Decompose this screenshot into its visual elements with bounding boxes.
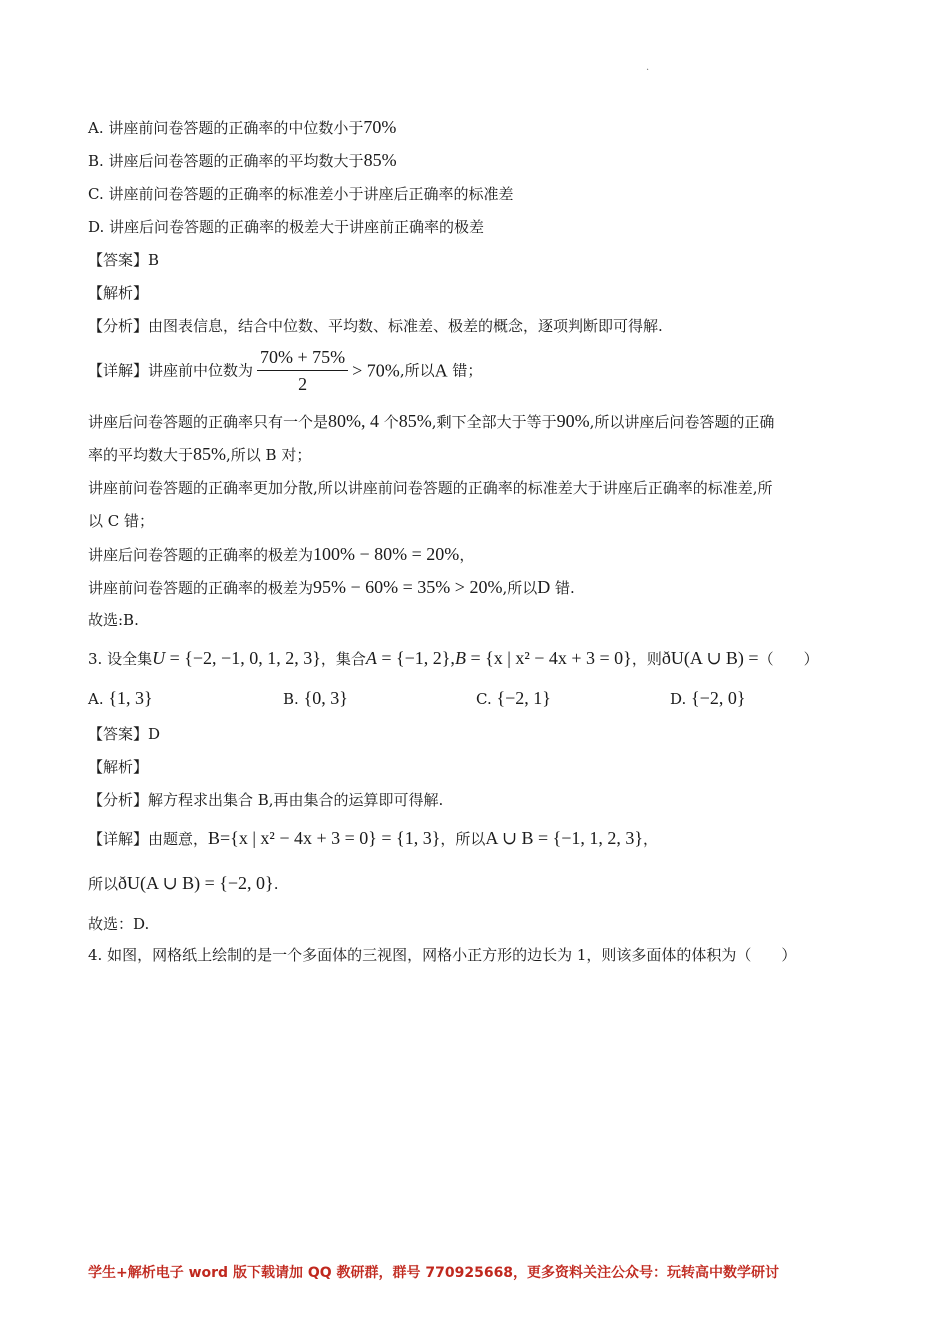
math: = {−1, 2}, <box>376 648 455 668</box>
text: ， <box>643 830 659 848</box>
option-value: {−2, 1} <box>496 688 551 708</box>
q2-option-a-text: A. 讲座前问卷答题的正确率的中位数小于 <box>88 119 364 137</box>
text: ，则 <box>631 650 662 668</box>
q3-detail <box>88 827 658 850</box>
math-var: B <box>454 648 466 668</box>
q2-option-d: D. 讲座后问卷答题的正确率的极差大于讲座前正确率的极差 <box>88 218 485 236</box>
q3-choose: 故选：D. <box>88 915 150 933</box>
q3-option-a <box>88 688 153 709</box>
option-letter: D. <box>670 690 687 708</box>
math: = {−2, −1, 0, 1, 2, 3} <box>165 648 321 668</box>
q3-option-d <box>670 688 745 709</box>
q3-analysis-label: 【解析】 <box>88 758 149 776</box>
q3-stem <box>88 647 819 670</box>
option-value: {0, 3} <box>303 688 348 708</box>
q2-detail-line <box>88 346 482 395</box>
q2-detail-b-line1 <box>88 410 774 433</box>
option-letter: C. <box>476 690 492 708</box>
q2-fenxi: 【分析】由图表信息，结合中位数、平均数、标准差、极差的概念，逐项判断即可得解. <box>88 317 663 335</box>
option-letter: A. <box>88 690 104 708</box>
median-fraction <box>257 346 348 395</box>
text: ,所以 <box>502 579 538 597</box>
math: ðU(A ∪ B) = {−2, 0} <box>118 873 274 893</box>
q2-detail-prefix: 【详解】讲座前中位数为 <box>88 361 254 380</box>
page-dot: . <box>646 62 650 73</box>
q3-option-c <box>476 688 551 709</box>
text: 【详解】由题意， <box>88 830 209 848</box>
q3-option-b <box>283 688 348 709</box>
math: D <box>537 577 551 597</box>
fraction-numerator: 70% + 75% <box>257 346 348 371</box>
q2-detail-tail: ,所以 <box>399 361 435 380</box>
text: ， <box>459 546 475 564</box>
text: 所以 <box>88 875 119 893</box>
q3-fenxi: 【分析】解方程求出集合 B,再由集合的运算即可得解. <box>88 791 444 809</box>
text: （ ） <box>758 650 819 668</box>
q2-detail-err: 错； <box>447 361 483 380</box>
math: 85% <box>398 411 432 431</box>
footer-promo: 学生+解析电子 word 版下载请加 QQ 教研群，群号 770925668，更多资料关注公众号：玩转高中数学研讨 <box>88 1265 780 1281</box>
q2-option-a <box>88 116 396 139</box>
q2-detail-d-line1 <box>88 543 474 566</box>
math: 95% − 60% = 35% > 20% <box>313 577 503 597</box>
math: B={x | x² − 4x + 3 = 0} = {1, 3} <box>208 828 441 848</box>
text: 率的平均数大于 <box>88 446 194 464</box>
q2-option-a-value: 70% <box>363 117 397 137</box>
q2-detail-c-line1: 讲座前问卷答题的正确率更加分散,所以讲座前问卷答题的正确率的标准差大于讲座后正确率的标准差,所 <box>88 479 773 497</box>
math-var: U <box>152 648 166 668</box>
q2-option-c: C. 讲座前问卷答题的正确率的标准差小于讲座后正确率的标准差 <box>88 185 514 203</box>
q2-option-b-value: 85% <box>363 150 397 170</box>
q4-stem: 4. 如图，网格纸上绘制的是一个多面体的三视图，网格小正方形的边长为 1，则该多面体的体积为（ ） <box>88 946 797 964</box>
text: ，集合 <box>320 650 366 668</box>
text: ,所以讲座后问卷答题的正确 <box>589 413 775 431</box>
q2-detail-d-line2 <box>88 576 575 599</box>
text: ,剩下全部大于等于 <box>431 413 557 431</box>
q2-detail-compare: > 70% <box>352 360 400 381</box>
q2-option-b-text: B. 讲座后问卷答题的正确率的平均数大于 <box>88 152 364 170</box>
q3-conclusion <box>88 872 278 895</box>
text: ，所以 <box>440 830 486 848</box>
q2-detail-a: A <box>434 360 448 381</box>
math: 80%, 4 <box>328 411 380 431</box>
text: 错. <box>550 579 575 597</box>
q2-answer: 【答案】B <box>88 251 160 269</box>
math: A ∪ B = {−1, 1, 2, 3} <box>485 828 644 848</box>
math: 85% <box>193 444 227 464</box>
q2-option-b <box>88 149 397 172</box>
math: 100% − 80% = 20% <box>313 544 460 564</box>
fraction-denominator: 2 <box>298 374 308 394</box>
q3-answer: 【答案】D <box>88 725 161 743</box>
q2-choose: 故选:B. <box>88 611 139 629</box>
option-letter: B. <box>283 690 299 708</box>
text: . <box>273 875 279 893</box>
math: 90% <box>556 411 590 431</box>
text: 3. 设全集 <box>88 650 153 668</box>
text: 个 <box>379 413 399 431</box>
text: 讲座前问卷答题的正确率的极差为 <box>88 579 314 597</box>
text: 讲座后问卷答题的正确率只有一个是 <box>88 413 329 431</box>
q2-detail-c-line2: 以 C 错； <box>88 512 155 530</box>
math: ðU(A ∪ B) = <box>661 648 759 668</box>
math: = {x | x² − 4x + 3 = 0} <box>465 648 632 668</box>
q2-detail-b-line2 <box>88 443 311 466</box>
math-var: A <box>365 648 377 668</box>
q2-analysis-label: 【解析】 <box>88 284 149 302</box>
option-value: {−2, 0} <box>691 688 746 708</box>
text: 讲座后问卷答题的正确率的极差为 <box>88 546 314 564</box>
option-value: {1, 3} <box>108 688 153 708</box>
text: ,所以 B 对； <box>226 446 312 464</box>
